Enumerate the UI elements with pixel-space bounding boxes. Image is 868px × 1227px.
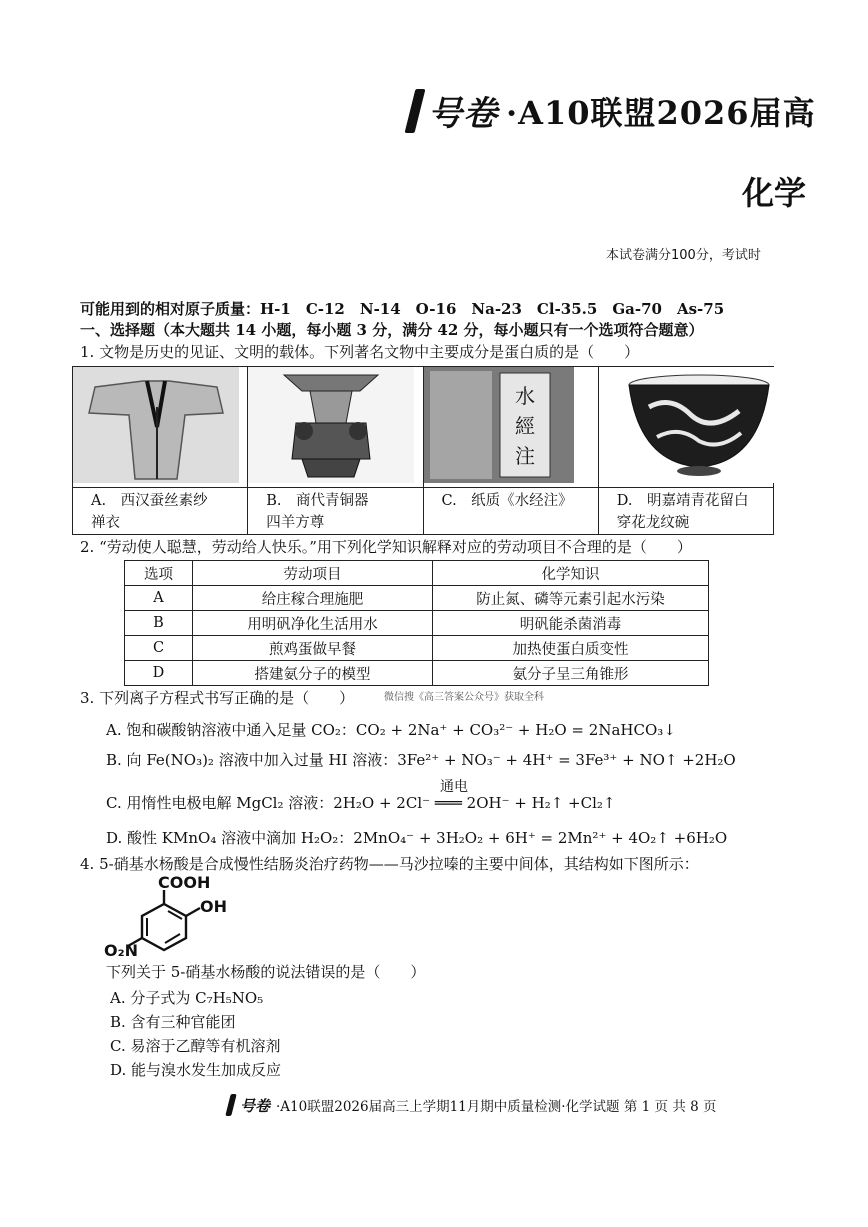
image-cell-c: [423, 367, 598, 488]
table-header-row: [125, 561, 709, 586]
brand-logo-mark: [405, 89, 426, 133]
table-row: [125, 586, 709, 611]
image-cell-b: [248, 367, 423, 488]
cooh-label: COOH: [158, 874, 211, 892]
footer-brand: 号卷: [240, 1096, 271, 1115]
table-cell: B: [125, 611, 193, 636]
table-cell: 氨分子呈三角锥形: [433, 661, 709, 686]
oh-label: OH: [200, 897, 227, 916]
table-cell: A: [125, 586, 193, 611]
table-header-cell: 化学知识: [433, 561, 709, 586]
watermark-text: 微信搜《高三答案公众号》获取全科: [384, 692, 544, 703]
section-heading: 一、选择题（本大题共 14 小题，每小题 3 分，满分 42 分，每小题只有一个选项符合题意）: [80, 321, 704, 339]
table-cell: 明矾能杀菌消毒: [433, 611, 709, 636]
table-cell: 用明矾净化生活用水: [193, 611, 433, 636]
book-title-char-2: 經: [514, 414, 535, 438]
table-header-cell: 劳动项目: [193, 561, 433, 586]
question-1-stem: 1. 文物是历史的见证、文明的载体。下列著名文物中主要成分是蛋白质的是（ ）: [80, 343, 640, 361]
book-cover-image: [424, 367, 574, 483]
porcelain-bowl-image: [599, 367, 799, 483]
table-cell: 给庄稼合理施肥: [193, 586, 433, 611]
footer-logo-mark: [225, 1094, 236, 1116]
image-cell-d: [598, 367, 773, 488]
page-footer: [228, 1094, 717, 1116]
table-cell: 防止氮、磷等元素引起水污染: [433, 586, 709, 611]
no2-label: O₂N: [104, 941, 138, 960]
subject-title: 化学: [742, 174, 807, 212]
footer-text: ·A10联盟2026届高三上学期11月期中质量检测·化学试题 第 1 页 共 8 页: [276, 1099, 717, 1115]
question-4-option-d: D. 能与溴水发生加成反应: [110, 1061, 282, 1079]
question-3-option-d: D. 酸性 KMnO₄ 溶液中滴加 H₂O₂：2MnO₄⁻ + 3H₂O₂ + 6H⁺ = 2Mn²⁺ + 4O₂↑ +6H₂O: [106, 829, 728, 847]
question-3-option-b: B. 向 Fe(NO₃)₂ 溶液中加入过量 HI 溶液：3Fe²⁺ + NO₃⁻ + 4H⁺ = 3Fe³⁺ + NO↑ +2H₂O: [106, 751, 736, 769]
question-2-table: [124, 560, 709, 686]
question-3-option-a: A. 饱和碳酸钠溶液中通入足量 CO₂：CO₂ + 2Na⁺ + CO₃²⁻ + H₂O = 2NaHCO₃↓: [106, 721, 676, 739]
question-4-question: 下列关于 5-硝基水杨酸的说法错误的是（ ）: [106, 963, 426, 981]
table-row: [125, 636, 709, 661]
book-title-char-3: 注: [514, 444, 535, 468]
option-b-label: B. 商代青铜器 四羊方尊: [248, 488, 423, 535]
table-cell: D: [125, 661, 193, 686]
question-4-option-a: A. 分子式为 C₇H₅NO₅: [110, 989, 264, 1007]
table-row: [125, 611, 709, 636]
question-3-stem: 3. 下列离子方程式书写正确的是（ ）: [80, 689, 355, 707]
table-cell: 搭建氨分子的模型: [193, 661, 433, 686]
exam-info: 本试卷满分100分，考试时: [606, 248, 761, 263]
question-4-option-b: B. 含有三种官能团: [110, 1013, 236, 1031]
table-cell: 煎鸡蛋做早餐: [193, 636, 433, 661]
question-4-option-c: C. 易溶于乙醇等有机溶剂: [110, 1037, 281, 1055]
structure-diagram: [104, 874, 234, 960]
option-a-label: A. 西汉蚕丝素纱 禅衣: [73, 488, 248, 535]
option-c-label: C. 纸质《水经注》: [423, 488, 598, 535]
option-d-label: D. 明嘉靖青花留白 穿花龙纹碗: [598, 488, 773, 535]
electrolysis-condition: 通电: [440, 779, 468, 795]
silk-garment-image: [73, 367, 239, 483]
question-2-stem: 2. “劳动使人聪慧，劳动给人快乐。”用下列化学知识解释对应的劳动项目不合理的是（ ）: [80, 538, 692, 556]
exam-title: ·A10联盟2026届高: [506, 93, 816, 132]
book-title-char-1: 水: [514, 384, 535, 408]
table-row: [125, 661, 709, 686]
bronze-vessel-image: [248, 367, 414, 483]
image-cell-a: [73, 367, 248, 488]
brand-name: 号卷: [428, 94, 498, 134]
question-1-options-table: [72, 366, 774, 535]
table-cell: C: [125, 636, 193, 661]
question-4-stem: 4. 5-硝基水杨酸是合成慢性结肠炎治疗药物——马沙拉嗪的主要中间体，其结构如下图所示：: [80, 855, 699, 873]
question-3-option-c: C. 用惰性电极电解 MgCl₂ 溶液：2H₂O + 2Cl⁻ ═══ 2OH⁻ + H₂↑ +Cl₂↑: [106, 794, 616, 812]
table-cell: 加热使蛋白质变性: [433, 636, 709, 661]
exam-header: [410, 86, 816, 135]
table-header-cell: 选项: [125, 561, 193, 586]
atomic-masses: 可能用到的相对原子质量：H-1 C-12 N-14 O-16 Na-23 Cl-35.5 Ga-70 As-75: [80, 300, 725, 318]
